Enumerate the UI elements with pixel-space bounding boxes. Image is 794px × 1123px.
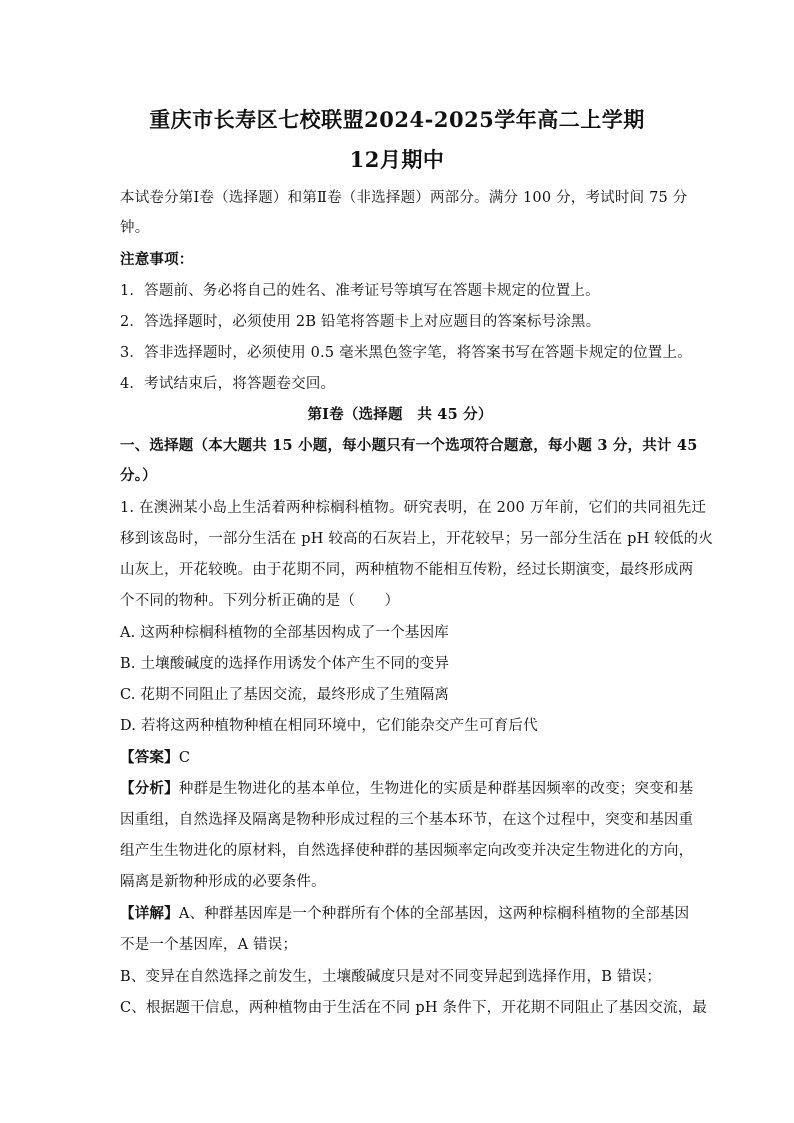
part1-heading: 第Ⅰ卷（选择题 共 45 分）: [307, 406, 493, 423]
question-stem-line: 个不同的物种。下列分析正确的是（ ）: [120, 593, 400, 609]
intro-line: 钟。: [120, 220, 150, 236]
detail-line: C、根据题干信息，两种植物由于生活在不同 pH 条件下，开花期不同阻止了基因交流，最: [120, 1000, 708, 1016]
answer-label: 【答案】: [120, 749, 179, 766]
notice-item: 1．答题前、务必将自己的姓名、准考证号等填写在答题卡规定的位置上。: [120, 283, 600, 299]
detail-line: B、变异在自然选择之前发生，土壤酸碱度只是对不同变异起到选择作用，B 错误；: [120, 969, 662, 985]
section1-heading: 一、选择题（本大题共 15 小题，每小题只有一个选项符合题意，每小题 3 分，共计 45: [120, 437, 698, 454]
analysis-line: [120, 779, 694, 799]
exam-title-line1: 重庆市长寿区七校联盟2024-2025学年高二上学期: [149, 107, 645, 132]
question-stem-line: 1. 在澳洲某小岛上生活着两种棕榈科植物。研究表明，在 200 万年前，它们的共同祖先迁: [120, 500, 707, 516]
answer-line: [120, 748, 680, 768]
detail-label: 【详解】: [120, 905, 179, 922]
analysis-line: 因重组，自然选择及隔离是物种形成过程的三个基本环节，在这个过程中，突变和基因重: [120, 812, 694, 828]
option-c: C. 花期不同阻止了基因交流，最终形成了生殖隔离: [120, 687, 450, 703]
detail-text: A、种群基因库是一个种群所有个体的全部基因，这两种棕榈科植物的全部基因: [178, 906, 690, 922]
exam-title-line2: 12月期中: [349, 147, 445, 172]
option-b: B. 土壤酸碱度的选择作用诱发个体产生不同的变异: [120, 656, 450, 672]
answer-value: C: [178, 750, 191, 766]
section1-heading: 分。）: [120, 467, 157, 484]
option-a: A. 这两种棕榈科植物的全部基因构成了一个基因库: [120, 625, 449, 641]
option-d: D. 若将这两种植物种植在相同环境中，它们能杂交产生可育后代: [120, 718, 538, 734]
question-stem-line: 山灰上，开花较晚。由于花期不同，两种植物不能相互传粉，经过长期演变，最终形成两: [120, 562, 694, 578]
notice-item: 3．答非选择题时，必须使用 0.5 毫米黑色签字笔，将答案书写在答题卡规定的位置上。: [120, 345, 692, 361]
analysis-line: 隔离是新物种形成的必要条件。: [120, 874, 326, 890]
detail-line: 不是一个基因库，A 错误；: [120, 937, 298, 953]
analysis-text: 种群是生物进化的基本单位，生物进化的实质是种群基因频率的改变；突变和基: [178, 781, 694, 797]
analysis-label: 【分析】: [120, 780, 179, 797]
notice-item: 2．答选择题时，必须使用 2B 铅笔将答题卡上对应题目的答案标号涂黑。: [120, 314, 601, 330]
notice-item: 4．考试结束后，将答题卷交回。: [120, 376, 336, 392]
analysis-line: 组产生生物进化的原材料，自然选择使种群的基因频率定向改变并决定生物进化的方向，: [120, 843, 694, 859]
notice-heading: 注意事项：: [120, 251, 194, 268]
question-stem-line: 移到该岛时，一部分生活在 pH 较高的石灰岩上，开花较早；另一部分生活在 pH 较低的火: [120, 531, 714, 547]
intro-line: 本试卷分第Ⅰ卷（选择题）和第Ⅱ卷（非选择题）两部分。满分 100 分，考试时间 75 分: [120, 190, 688, 206]
detail-line: [120, 904, 690, 924]
